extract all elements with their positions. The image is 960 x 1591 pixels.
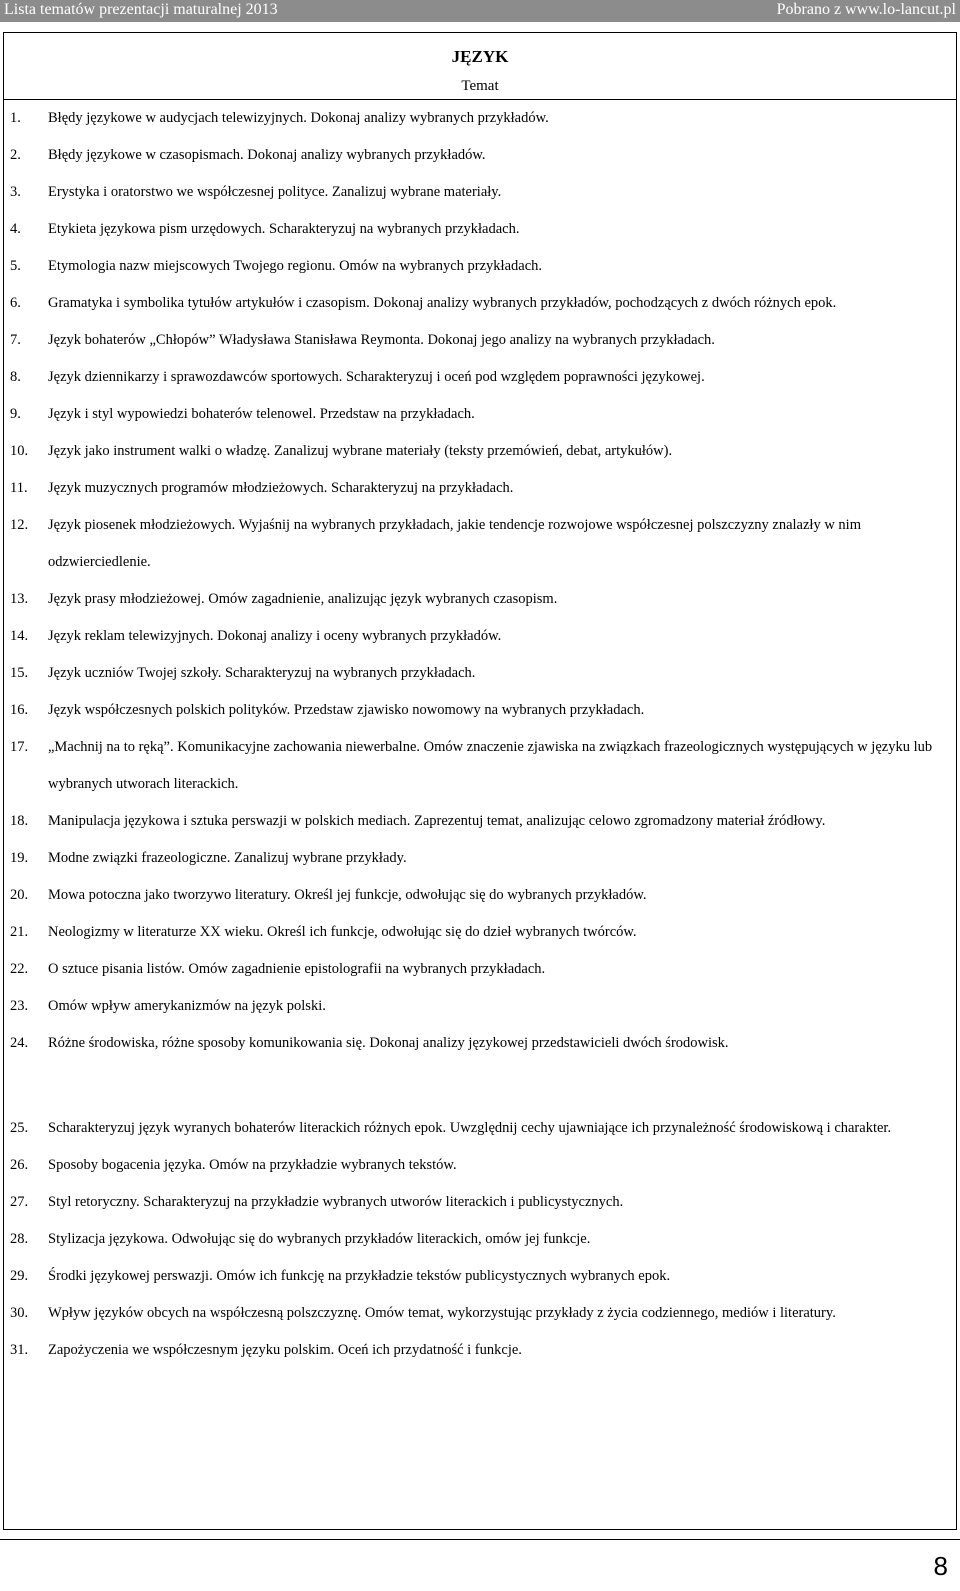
topic-number: 1. xyxy=(10,110,21,126)
topic-text: Język muzycznych programów młodzieżowych. Scharakteryzuj na przykładach. xyxy=(48,480,514,496)
topic-item xyxy=(4,988,956,1025)
topic-number: 21. xyxy=(10,924,29,940)
topic-item xyxy=(4,1147,956,1184)
topic-item xyxy=(4,285,956,322)
topic-item xyxy=(4,211,956,248)
topic-item xyxy=(4,1258,956,1295)
topic-text: Omów wpływ amerykanizmów na język polski. xyxy=(48,998,326,1014)
topic-number: 6. xyxy=(10,295,21,311)
topic-number: 5. xyxy=(10,258,21,274)
topic-number: 20. xyxy=(10,887,29,903)
topic-item xyxy=(4,581,956,618)
topic-text: Neologizmy w literaturze XX wieku. Określ ich funkcje, odwołując się do dzieł wybranych twórców. xyxy=(48,924,637,940)
topic-number: 22. xyxy=(10,961,29,977)
topic-item xyxy=(4,655,956,692)
topic-number: 19. xyxy=(10,850,29,866)
header-source: Pobrano z www.lo-lancut.pl xyxy=(776,1,956,18)
topic-text: Gramatyka i symbolika tytułów artykułów i czasopism. Dokonaj analizy wybranych przykładów, pochodzących z dwóch różnych epok. xyxy=(48,295,837,311)
topic-item xyxy=(4,1110,956,1147)
page-number: 8 xyxy=(933,1551,948,1581)
topic-number: 3. xyxy=(10,184,21,200)
topic-text: Mowa potoczna jako tworzywo literatury. Określ jej funkcje, odwołując się do wybranych przykładów. xyxy=(48,887,647,903)
topic-number: 9. xyxy=(10,406,21,422)
topic-number: 8. xyxy=(10,369,21,385)
topic-item xyxy=(4,729,956,803)
topic-text: Język prasy młodzieżowej. Omów zagadnienie, analizując język wybranych czasopism. xyxy=(48,591,558,607)
topic-text: Modne związki frazeologiczne. Zanalizuj wybrane przykłady. xyxy=(48,850,407,866)
topic-number: 10. xyxy=(10,443,29,459)
topic-text: Język uczniów Twojej szkoły. Scharakteryzuj na wybranych przykładach. xyxy=(48,665,476,681)
topic-number: 30. xyxy=(10,1305,29,1321)
topic-item xyxy=(4,248,956,285)
topic-number: 2. xyxy=(10,147,21,163)
topic-number: 4. xyxy=(10,221,21,237)
topic-text: Stylizacja językowa. Odwołując się do wybranych przykładów literackich, omów jej funkcje. xyxy=(48,1231,591,1247)
topic-item xyxy=(4,507,956,581)
topic-item xyxy=(4,359,956,396)
topic-number: 11. xyxy=(10,480,28,496)
topic-item xyxy=(4,100,956,137)
topic-item xyxy=(4,1221,956,1258)
topic-text: Zapożyczenia we współczesnym języku polskim. Oceń ich przydatność i funkcje. xyxy=(48,1342,522,1358)
topic-item xyxy=(4,877,956,914)
topic-text: Język współczesnych polskich polityków. Przedstaw zjawisko nowomowy na wybranych przykładach. xyxy=(48,702,645,718)
topic-item xyxy=(4,840,956,877)
topic-item xyxy=(4,433,956,470)
topic-text: Język jako instrument walki o władzę. Zanalizuj wybrane materiały (teksty przemówień, debat, artykułów). xyxy=(48,443,673,459)
topic-number: 23. xyxy=(10,998,29,1014)
column-title: Temat xyxy=(461,78,499,94)
topic-item xyxy=(4,137,956,174)
section-title: JĘZYK xyxy=(451,47,509,66)
topic-number: 26. xyxy=(10,1157,29,1173)
topic-number: 12. xyxy=(10,517,29,533)
topic-text: Język bohaterów „Chłopów” Władysława Stanisława Reymonta. Dokonaj jego analizy na wybranych przykładach. xyxy=(48,332,715,348)
topic-item xyxy=(4,1184,956,1221)
topics-table xyxy=(3,32,957,1530)
topic-item xyxy=(4,1025,956,1062)
topic-item xyxy=(4,914,956,951)
topic-number: 24. xyxy=(10,1035,29,1051)
topic-number: 27. xyxy=(10,1194,29,1210)
topic-number: 29. xyxy=(10,1268,29,1284)
topic-text: Środki językowej perswazji. Omów ich funkcję na przykładzie tekstów publicystycznych wybranych epok. xyxy=(48,1268,671,1284)
footer-rule xyxy=(0,1539,960,1540)
topic-number: 28. xyxy=(10,1231,29,1247)
topic-text: Styl retoryczny. Scharakteryzuj na przykładzie wybranych utworów literackich i publicystycznych. xyxy=(48,1194,624,1210)
topic-text: Sposoby bogacenia języka. Omów na przykładzie wybranych tekstów. xyxy=(48,1157,457,1173)
page-header xyxy=(0,0,960,22)
topic-number: 31. xyxy=(10,1342,29,1358)
topic-text: „Machnij na to ręką”. Komunikacyjne zachowania niewerbalne. Omów znaczenie zjawiska na związkach frazeologicznych występujących w języku lub wybranych utworach literackich. xyxy=(48,739,933,792)
topic-item xyxy=(4,1295,956,1332)
topic-number: 18. xyxy=(10,813,29,829)
topic-text: Scharakteryzuj język wyranych bohaterów literackich różnych epok. Uwzględnij cechy ujawniające ich przynależność środowiskową i charakter. xyxy=(48,1120,892,1136)
topic-item xyxy=(4,692,956,729)
topic-text: Błędy językowe w audycjach telewizyjnych. Dokonaj analizy wybranych przykładów. xyxy=(48,110,549,126)
topic-text: Język piosenek młodzieżowych. Wyjaśnij na wybranych przykładach, jakie tendencje rozwojowe współczesnej polszczyzny znalazły w nim odzwierciedlenie. xyxy=(48,517,861,570)
topic-text: Język reklam telewizyjnych. Dokonaj analizy i oceny wybranych przykładów. xyxy=(48,628,502,644)
topic-number: 7. xyxy=(10,332,21,348)
topic-text: Etykieta językowa pism urzędowych. Scharakteryzuj na wybranych przykładach. xyxy=(48,221,520,237)
topic-number: 14. xyxy=(10,628,29,644)
table-header xyxy=(4,33,956,100)
topic-text: Język dziennikarzy i sprawozdawców sportowych. Scharakteryzuj i oceń pod względem poprawności językowej. xyxy=(48,369,705,385)
topic-item xyxy=(4,174,956,211)
topic-text: O sztuce pisania listów. Omów zagadnienie epistolografii na wybranych przykładach. xyxy=(48,961,546,977)
topic-number: 17. xyxy=(10,739,29,755)
topic-number: 13. xyxy=(10,591,29,607)
topic-text: Wpływ języków obcych na współczesną polszczyznę. Omów temat, wykorzystując przykłady z życia codziennego, mediów i literatury. xyxy=(48,1305,836,1321)
topic-number: 15. xyxy=(10,665,29,681)
header-document-title: Lista tematów prezentacji maturalnej 2013 xyxy=(4,1,278,18)
topic-text: Etymologia nazw miejscowych Twojego regionu. Omów na wybranych przykładach. xyxy=(48,258,542,274)
topic-item xyxy=(4,951,956,988)
topic-text: Różne środowiska, różne sposoby komunikowania się. Dokonaj analizy językowej przedstawicieli dwóch środowisk. xyxy=(48,1035,729,1051)
topic-item xyxy=(4,470,956,507)
topic-number: 25. xyxy=(10,1120,29,1136)
topic-item xyxy=(4,618,956,655)
topic-text: Erystyka i oratorstwo we współczesnej polityce. Zanalizuj wybrane materiały. xyxy=(48,184,502,200)
topic-text: Manipulacja językowa i sztuka perswazji w polskich mediach. Zaprezentuj temat, analizując celowo zgromadzony materiał źródłowy. xyxy=(48,813,826,829)
topic-item xyxy=(4,322,956,359)
topic-list xyxy=(4,100,956,1369)
topic-item xyxy=(4,803,956,840)
topic-item xyxy=(4,396,956,433)
topic-text: Błędy językowe w czasopismach. Dokonaj analizy wybranych przykładów. xyxy=(48,147,486,163)
topic-text: Język i styl wypowiedzi bohaterów telenowel. Przedstaw na przykładach. xyxy=(48,406,475,422)
topic-item xyxy=(4,1332,956,1369)
topic-number: 16. xyxy=(10,702,29,718)
